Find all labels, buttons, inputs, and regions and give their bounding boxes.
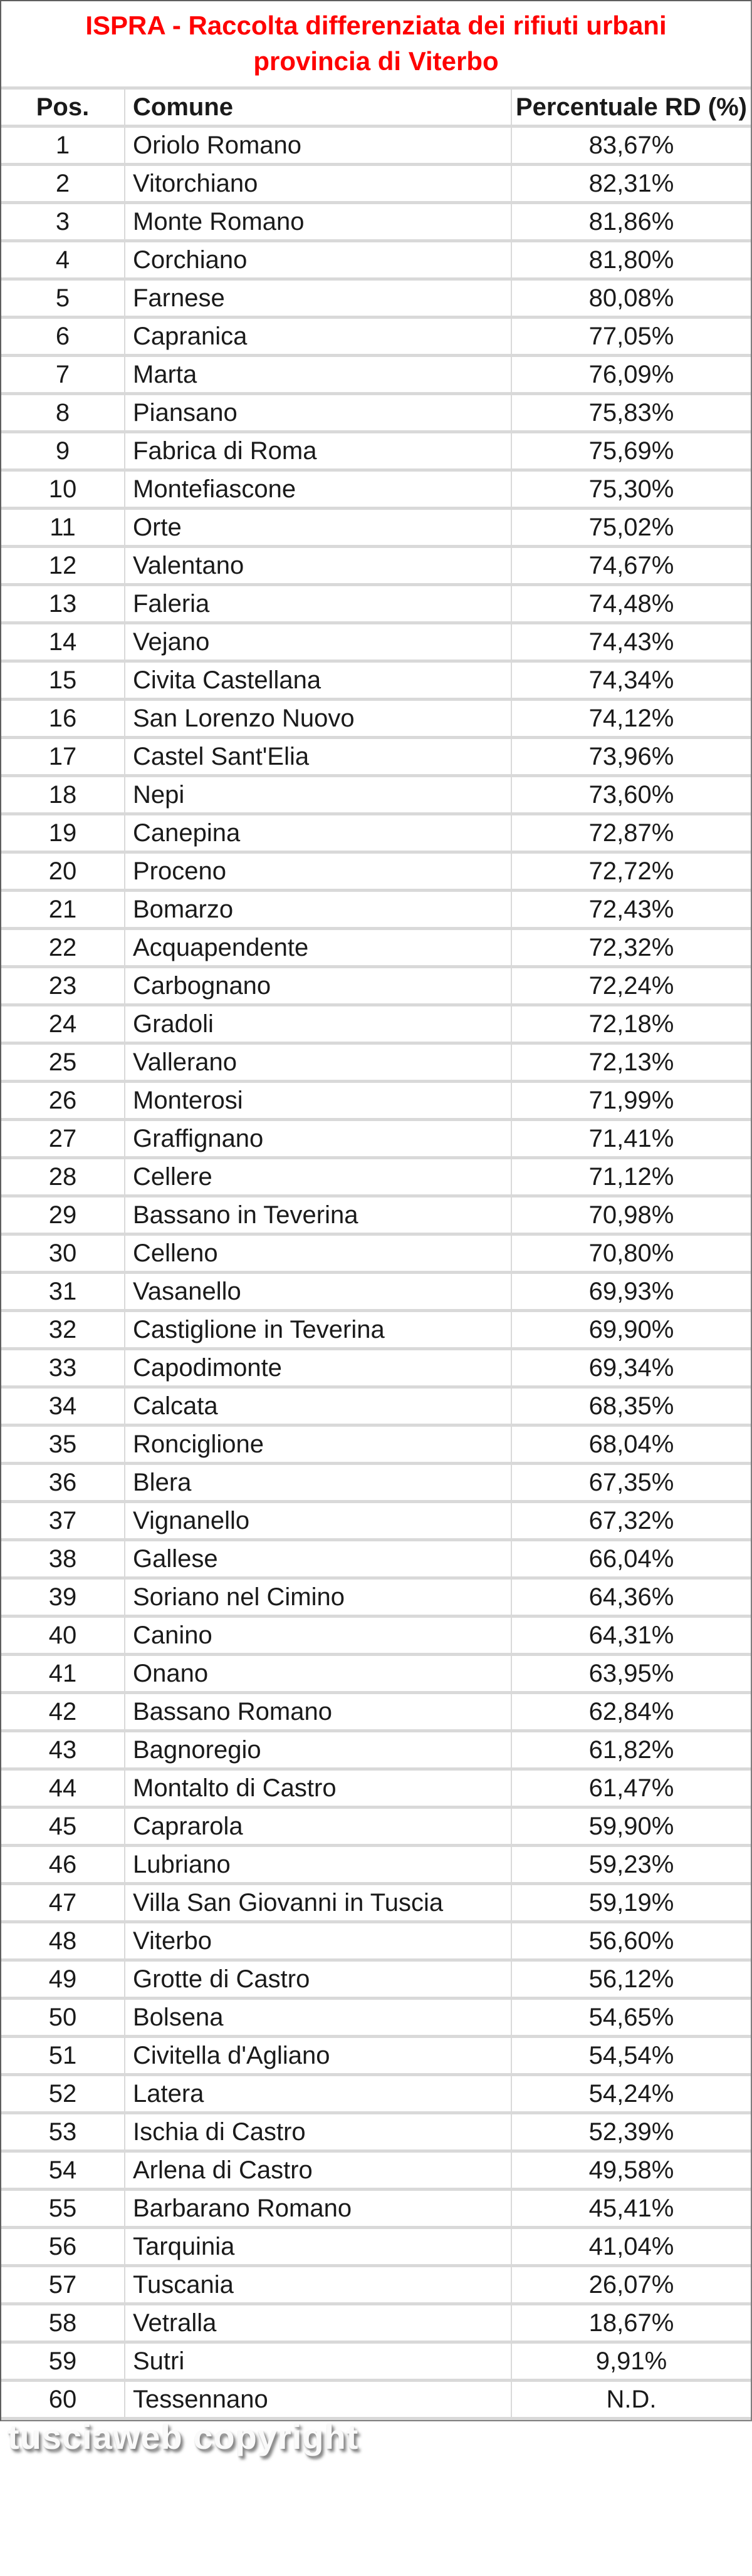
title-line-1: ISPRA - Raccolta differenziata dei rifiuti urbani bbox=[85, 11, 667, 40]
cell-position: 47 bbox=[48, 1888, 77, 1916]
table-row bbox=[1, 968, 751, 1006]
cell-comune: Gradoli bbox=[124, 1006, 511, 1042]
cell-percent: 54,54% bbox=[511, 2038, 751, 2073]
cell-percent: 75,30% bbox=[511, 472, 751, 507]
cell-comune: Oriolo Romano bbox=[124, 128, 511, 163]
cell-percent: 80,08% bbox=[511, 281, 751, 316]
cell-percent: 70,98% bbox=[511, 1197, 751, 1233]
cell-comune: Acquapendente bbox=[124, 930, 511, 965]
table-row bbox=[1, 1503, 751, 1541]
cell-percent: 61,47% bbox=[511, 1771, 751, 1806]
cell-percent: 72,87% bbox=[511, 815, 751, 851]
cell-percent: 56,60% bbox=[511, 1923, 751, 1958]
watermark: tusciaweb copyright bbox=[8, 2417, 359, 2456]
cell-position: 48 bbox=[48, 1927, 77, 1955]
cell-comune: Caprarola bbox=[124, 1809, 511, 1844]
cell-comune: Ischia di Castro bbox=[124, 2114, 511, 2149]
cell-comune: Tarquinia bbox=[124, 2229, 511, 2264]
cell-percent: 52,39% bbox=[511, 2114, 751, 2149]
cell-comune: Villa San Giovanni in Tuscia bbox=[124, 1885, 511, 1920]
cell-percent: 49,58% bbox=[511, 2153, 751, 2188]
cell-comune: Ronciglione bbox=[124, 1427, 511, 1462]
table-row bbox=[1, 2076, 751, 2114]
cell-comune: Civita Castellana bbox=[124, 663, 511, 698]
table-row bbox=[1, 281, 751, 319]
cell-position: 38 bbox=[48, 1544, 77, 1573]
table-row bbox=[1, 395, 751, 433]
cell-position: 45 bbox=[48, 1812, 77, 1840]
table-body bbox=[1, 128, 751, 2420]
cell-percent: 41,04% bbox=[511, 2229, 751, 2264]
cell-position: 52 bbox=[48, 2079, 77, 2108]
table-row bbox=[1, 2305, 751, 2344]
cell-position: 21 bbox=[48, 895, 77, 923]
cell-comune: Vasanello bbox=[124, 1274, 511, 1309]
cell-percent: 72,72% bbox=[511, 854, 751, 889]
cell-comune: Grotte di Castro bbox=[124, 1962, 511, 1997]
cell-position: 50 bbox=[48, 2003, 77, 2031]
cell-position: 39 bbox=[48, 1583, 77, 1611]
cell-comune: Montefiascone bbox=[124, 472, 511, 507]
cell-position: 4 bbox=[55, 246, 70, 274]
cell-position: 55 bbox=[48, 2194, 77, 2222]
cell-percent: 83,67% bbox=[511, 128, 751, 163]
cell-comune: Tessennano bbox=[124, 2382, 511, 2417]
header-comune: Comune bbox=[124, 90, 511, 125]
cell-position: 42 bbox=[48, 1697, 77, 1725]
cell-position: 57 bbox=[48, 2270, 77, 2299]
cell-percent: 82,31% bbox=[511, 166, 751, 201]
table-row bbox=[1, 1159, 751, 1197]
cell-comune: Bassano Romano bbox=[124, 1694, 511, 1729]
cell-comune: Gallese bbox=[124, 1541, 511, 1576]
cell-comune: Tuscania bbox=[124, 2267, 511, 2302]
table-row bbox=[1, 548, 751, 586]
cell-position: 49 bbox=[48, 1965, 77, 1993]
cell-percent: 68,35% bbox=[511, 1389, 751, 1424]
table-row bbox=[1, 472, 751, 510]
cell-percent: 74,34% bbox=[511, 663, 751, 698]
cell-position: 41 bbox=[48, 1659, 77, 1687]
table-row bbox=[1, 2153, 751, 2191]
cell-position: 14 bbox=[48, 628, 77, 656]
table-row bbox=[1, 1389, 751, 1427]
cell-comune: Monte Romano bbox=[124, 204, 511, 239]
cell-percent: 59,90% bbox=[511, 1809, 751, 1844]
table-row bbox=[1, 624, 751, 663]
cell-comune: Carbognano bbox=[124, 968, 511, 1003]
cell-position: 5 bbox=[55, 284, 70, 312]
table-row bbox=[1, 892, 751, 930]
cell-position: 56 bbox=[48, 2232, 77, 2260]
table-row bbox=[1, 1427, 751, 1465]
cell-position: 10 bbox=[48, 475, 77, 503]
cell-position: 51 bbox=[48, 2041, 77, 2069]
cell-comune: Farnese bbox=[124, 281, 511, 316]
cell-percent: 67,32% bbox=[511, 1503, 751, 1538]
cell-comune: Blera bbox=[124, 1465, 511, 1500]
header-row bbox=[1, 90, 751, 128]
cell-position: 24 bbox=[48, 1010, 77, 1038]
header-percent: Percentuale RD (%) bbox=[511, 90, 751, 125]
table-row bbox=[1, 1083, 751, 1121]
cell-comune: Bassano in Teverina bbox=[124, 1197, 511, 1233]
cell-percent: 69,93% bbox=[511, 1274, 751, 1309]
cell-comune: Capodimonte bbox=[124, 1350, 511, 1385]
cell-percent: 71,41% bbox=[511, 1121, 751, 1156]
cell-percent: 72,13% bbox=[511, 1045, 751, 1080]
cell-position: 26 bbox=[48, 1086, 77, 1114]
cell-position: 19 bbox=[48, 819, 77, 847]
cell-position: 12 bbox=[48, 551, 77, 579]
cell-comune: Soriano nel Cimino bbox=[124, 1580, 511, 1615]
cell-comune: San Lorenzo Nuovo bbox=[124, 701, 511, 736]
cell-comune: Castiglione in Teverina bbox=[124, 1312, 511, 1347]
table-row bbox=[1, 663, 751, 701]
cell-comune: Castel Sant'Elia bbox=[124, 739, 511, 774]
cell-position: 60 bbox=[48, 2385, 77, 2413]
table-row bbox=[1, 701, 751, 739]
table-row bbox=[1, 319, 751, 357]
cell-position: 7 bbox=[55, 360, 70, 388]
cell-percent: 74,43% bbox=[511, 624, 751, 660]
cell-position: 6 bbox=[55, 322, 70, 350]
table-row bbox=[1, 1809, 751, 1847]
cell-comune: Marta bbox=[124, 357, 511, 392]
cell-position: 31 bbox=[48, 1277, 77, 1305]
table-row bbox=[1, 1541, 751, 1580]
cell-percent: 61,82% bbox=[511, 1732, 751, 1767]
cell-position: 16 bbox=[48, 704, 77, 732]
table-row bbox=[1, 2267, 751, 2305]
table-row bbox=[1, 1121, 751, 1159]
table-row bbox=[1, 1274, 751, 1312]
cell-comune: Graffignano bbox=[124, 1121, 511, 1156]
table-row bbox=[1, 1006, 751, 1045]
table-row bbox=[1, 433, 751, 472]
table-row bbox=[1, 2229, 751, 2267]
table-row bbox=[1, 2038, 751, 2076]
cell-position: 20 bbox=[48, 857, 77, 885]
cell-comune: Bagnoregio bbox=[124, 1732, 511, 1767]
cell-percent: 73,60% bbox=[511, 777, 751, 812]
cell-comune: Piansano bbox=[124, 395, 511, 430]
cell-percent: 69,34% bbox=[511, 1350, 751, 1385]
cell-position: 30 bbox=[48, 1239, 77, 1267]
cell-comune: Celleno bbox=[124, 1236, 511, 1271]
cell-percent: 81,86% bbox=[511, 204, 751, 239]
cell-comune: Sutri bbox=[124, 2344, 511, 2379]
cell-percent: 18,67% bbox=[511, 2305, 751, 2341]
cell-comune: Valentano bbox=[124, 548, 511, 583]
cell-comune: Civitella d'Agliano bbox=[124, 2038, 511, 2073]
table-row bbox=[1, 166, 751, 204]
cell-percent: 72,18% bbox=[511, 1006, 751, 1042]
cell-percent: 69,90% bbox=[511, 1312, 751, 1347]
table-row bbox=[1, 854, 751, 892]
table-row bbox=[1, 1236, 751, 1274]
cell-percent: 64,36% bbox=[511, 1580, 751, 1615]
table-row bbox=[1, 586, 751, 624]
table-row bbox=[1, 1771, 751, 1809]
cell-percent: 71,99% bbox=[511, 1083, 751, 1118]
cell-percent: 59,23% bbox=[511, 1847, 751, 1882]
header-pos: Pos. bbox=[36, 93, 90, 121]
cell-percent: N.D. bbox=[511, 2382, 751, 2417]
cell-position: 46 bbox=[48, 1850, 77, 1878]
cell-position: 54 bbox=[48, 2156, 77, 2184]
cell-percent: 54,65% bbox=[511, 2000, 751, 2035]
table-row bbox=[1, 1885, 751, 1923]
cell-comune: Vejano bbox=[124, 624, 511, 660]
table-row bbox=[1, 128, 751, 166]
cell-comune: Nepi bbox=[124, 777, 511, 812]
cell-position: 3 bbox=[55, 207, 70, 235]
cell-comune: Viterbo bbox=[124, 1923, 511, 1958]
cell-percent: 73,96% bbox=[511, 739, 751, 774]
table-row bbox=[1, 2344, 751, 2382]
cell-comune: Faleria bbox=[124, 586, 511, 621]
table-row bbox=[1, 1197, 751, 1236]
table-row bbox=[1, 739, 751, 777]
cell-percent: 70,80% bbox=[511, 1236, 751, 1271]
cell-percent: 77,05% bbox=[511, 319, 751, 354]
table-row bbox=[1, 1350, 751, 1389]
cell-position: 25 bbox=[48, 1048, 77, 1076]
table-row bbox=[1, 242, 751, 281]
cell-comune: Bolsena bbox=[124, 2000, 511, 2035]
cell-comune: Monterosi bbox=[124, 1083, 511, 1118]
cell-position: 35 bbox=[48, 1430, 77, 1458]
cell-comune: Latera bbox=[124, 2076, 511, 2111]
cell-comune: Arlena di Castro bbox=[124, 2153, 511, 2188]
table-row bbox=[1, 204, 751, 242]
cell-comune: Canepina bbox=[124, 815, 511, 851]
cell-position: 8 bbox=[55, 398, 70, 427]
table-row bbox=[1, 1312, 751, 1350]
cell-percent: 75,69% bbox=[511, 433, 751, 468]
cell-percent: 64,31% bbox=[511, 1618, 751, 1653]
cell-percent: 75,02% bbox=[511, 510, 751, 545]
cell-percent: 67,35% bbox=[511, 1465, 751, 1500]
cell-percent: 76,09% bbox=[511, 357, 751, 392]
cell-comune: Vitorchiano bbox=[124, 166, 511, 201]
cell-position: 17 bbox=[48, 742, 77, 770]
table-row bbox=[1, 930, 751, 968]
table-title bbox=[1, 1, 751, 90]
cell-percent: 74,12% bbox=[511, 701, 751, 736]
cell-comune: Capranica bbox=[124, 319, 511, 354]
cell-position: 28 bbox=[48, 1162, 77, 1191]
cell-percent: 68,04% bbox=[511, 1427, 751, 1462]
cell-percent: 66,04% bbox=[511, 1541, 751, 1576]
cell-position: 43 bbox=[48, 1735, 77, 1764]
cell-percent: 9,91% bbox=[511, 2344, 751, 2379]
cell-position: 1 bbox=[55, 131, 70, 159]
table-row bbox=[1, 1656, 751, 1694]
cell-position: 22 bbox=[48, 933, 77, 961]
cell-position: 32 bbox=[48, 1315, 77, 1343]
cell-comune: Barbarano Romano bbox=[124, 2191, 511, 2226]
cell-comune: Lubriano bbox=[124, 1847, 511, 1882]
table-row bbox=[1, 1847, 751, 1885]
cell-comune: Corchiano bbox=[124, 242, 511, 277]
cell-percent: 62,84% bbox=[511, 1694, 751, 1729]
table-row bbox=[1, 2114, 751, 2153]
cell-percent: 74,48% bbox=[511, 586, 751, 621]
cell-position: 9 bbox=[55, 437, 70, 465]
cell-position: 37 bbox=[48, 1506, 77, 1534]
cell-position: 2 bbox=[55, 169, 70, 197]
cell-position: 36 bbox=[48, 1468, 77, 1496]
cell-comune: Fabrica di Roma bbox=[124, 433, 511, 468]
table-row bbox=[1, 777, 751, 815]
cell-comune: Vallerano bbox=[124, 1045, 511, 1080]
cell-position: 34 bbox=[48, 1392, 77, 1420]
table-row bbox=[1, 2000, 751, 2038]
table-row bbox=[1, 2382, 751, 2420]
cell-comune: Cellere bbox=[124, 1159, 511, 1194]
cell-percent: 26,07% bbox=[511, 2267, 751, 2302]
table-row bbox=[1, 2191, 751, 2229]
table-row bbox=[1, 1618, 751, 1656]
cell-comune: Canino bbox=[124, 1618, 511, 1653]
cell-position: 18 bbox=[48, 780, 77, 809]
table-row bbox=[1, 1694, 751, 1732]
cell-position: 27 bbox=[48, 1124, 77, 1152]
cell-position: 44 bbox=[48, 1774, 77, 1802]
table-row bbox=[1, 815, 751, 854]
cell-position: 29 bbox=[48, 1201, 77, 1229]
table-row bbox=[1, 1732, 751, 1771]
cell-position: 58 bbox=[48, 2309, 77, 2337]
table-row bbox=[1, 1580, 751, 1618]
cell-percent: 81,80% bbox=[511, 242, 751, 277]
cell-percent: 56,12% bbox=[511, 1962, 751, 1997]
cell-position: 53 bbox=[48, 2118, 77, 2146]
cell-percent: 75,83% bbox=[511, 395, 751, 430]
cell-comune: Proceno bbox=[124, 854, 511, 889]
cell-comune: Vignanello bbox=[124, 1503, 511, 1538]
cell-position: 40 bbox=[48, 1621, 77, 1649]
cell-comune: Onano bbox=[124, 1656, 511, 1691]
cell-comune: Orte bbox=[124, 510, 511, 545]
table-row bbox=[1, 1962, 751, 2000]
table-row bbox=[1, 1465, 751, 1503]
cell-comune: Bomarzo bbox=[124, 892, 511, 927]
cell-comune: Vetralla bbox=[124, 2305, 511, 2341]
cell-percent: 63,95% bbox=[511, 1656, 751, 1691]
cell-comune: Calcata bbox=[124, 1389, 511, 1424]
cell-comune: Montalto di Castro bbox=[124, 1771, 511, 1806]
cell-position: 33 bbox=[48, 1353, 77, 1382]
cell-percent: 72,43% bbox=[511, 892, 751, 927]
cell-position: 23 bbox=[48, 971, 77, 1000]
table-row bbox=[1, 1045, 751, 1083]
table-row bbox=[1, 1923, 751, 1962]
cell-position: 11 bbox=[50, 513, 76, 541]
cell-percent: 54,24% bbox=[511, 2076, 751, 2111]
cell-percent: 72,24% bbox=[511, 968, 751, 1003]
cell-percent: 71,12% bbox=[511, 1159, 751, 1194]
table-row bbox=[1, 357, 751, 395]
cell-percent: 59,19% bbox=[511, 1885, 751, 1920]
cell-percent: 45,41% bbox=[511, 2191, 751, 2226]
cell-percent: 72,32% bbox=[511, 930, 751, 965]
table-row bbox=[1, 510, 751, 548]
cell-percent: 74,67% bbox=[511, 548, 751, 583]
title-line-2: provincia di Viterbo bbox=[253, 46, 499, 76]
cell-position: 13 bbox=[48, 589, 77, 618]
cell-position: 15 bbox=[48, 666, 77, 694]
cell-position: 59 bbox=[48, 2347, 77, 2375]
